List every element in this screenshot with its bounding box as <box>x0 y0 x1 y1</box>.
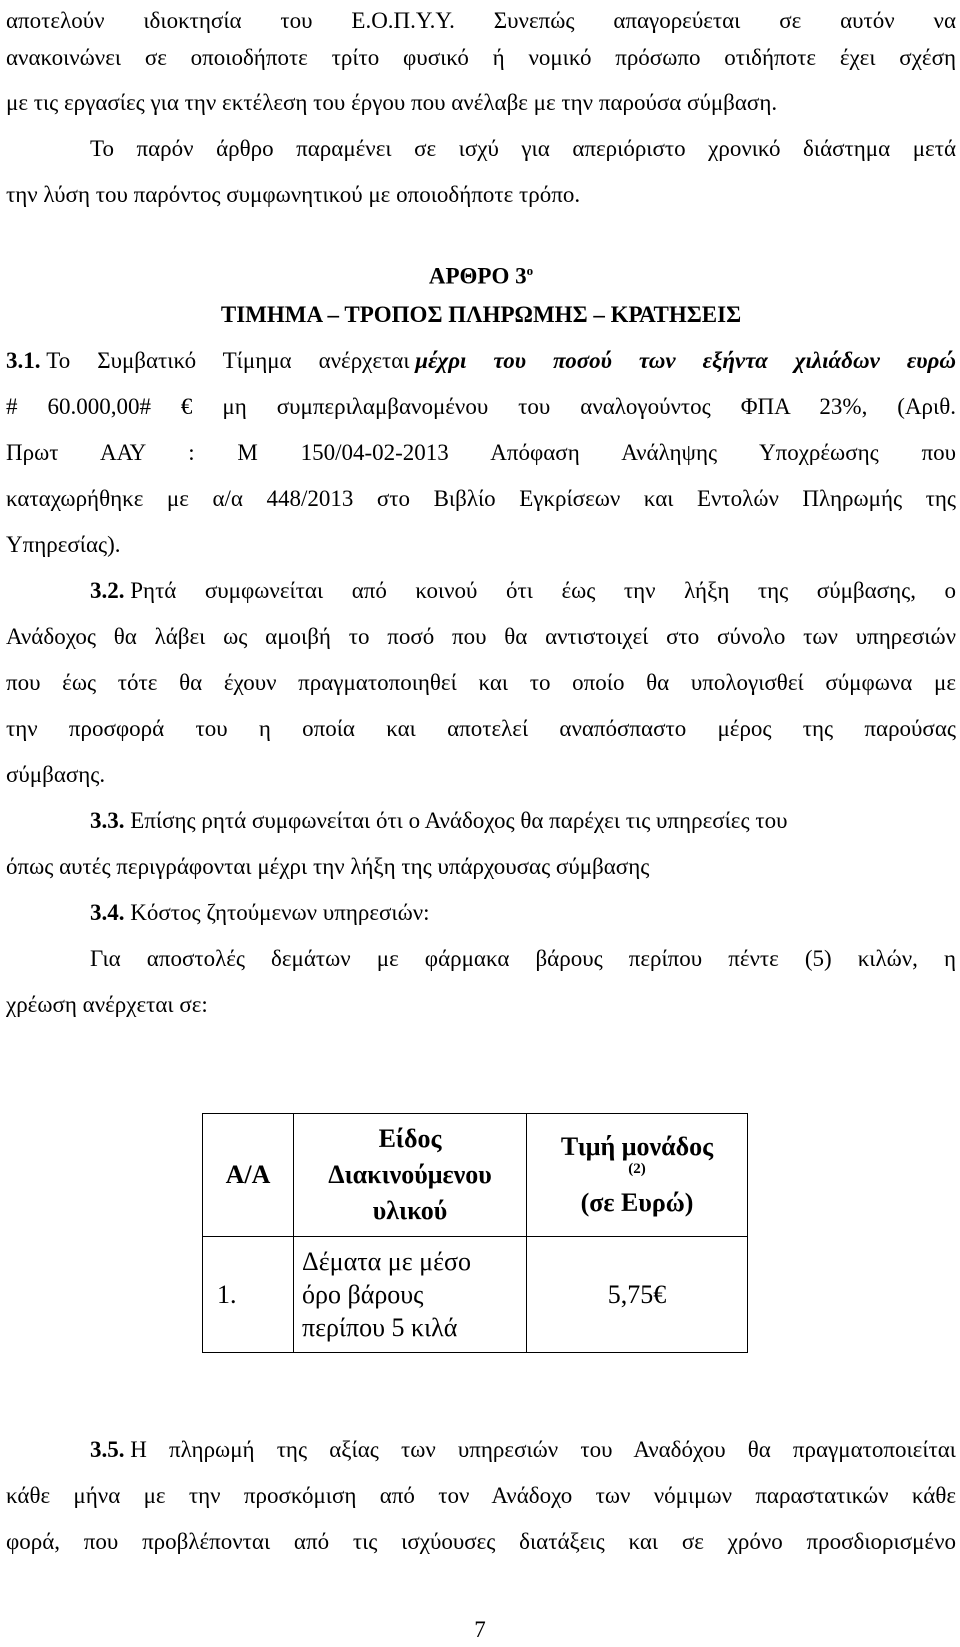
section-3-2-line <box>90 578 956 604</box>
section-3-2-line: που έως τότε θα έχουν πραγματοποιηθεί και το οποίο θα υπολογισθεί σύμφωνα με <box>6 670 956 695</box>
section-number: 3.4. <box>90 900 125 925</box>
section-3-2-line: Ανάδοχος θα λάβει ως αμοιβή το ποσό που θα αντιστοιχεί στο σύνολο των υπηρεσιών <box>6 624 956 649</box>
row-description <box>294 1237 527 1353</box>
header-price-line: (σε Ευρώ) <box>580 1188 694 1217</box>
section-3-1-line: Υπηρεσίας). <box>6 532 121 557</box>
section-3-1-line: # 60.000,00# € μη συμπεριλαμβανομένου του αναλογούντος ΦΠΑ 23%, (Αριθ. <box>6 394 956 419</box>
article-title-text: ΑΡΘΡΟ 3 <box>428 263 527 289</box>
header-aa: Α/Α <box>203 1114 294 1237</box>
section-text: Κόστος ζητούμενων υπηρεσιών: <box>130 900 430 925</box>
header-item-line: υλικού <box>372 1196 448 1225</box>
article-subtitle: ΤΙΜΗΜΑ – ΤΡΟΠΟΣ ΠΛΗΡΩΜΗΣ – ΚΡΑΤΗΣΕΙΣ <box>220 302 742 327</box>
section-3-2-line: την προσφορά του η οποία και αποτελεί αναπόσπαστο μέρος της παρούσας <box>6 716 956 741</box>
row-price: 5,75€ <box>527 1237 748 1353</box>
section-number: 3.1. <box>6 348 41 373</box>
section-text: Επίσης ρητά συμφωνείται ότι ο Ανάδοχος θα παρέχει τις υπηρεσίες του <box>130 808 788 833</box>
section-3-4-line: Για αποστολές δεμάτων με φάρμακα βάρους περίπου πέντε (5) κιλών, η <box>90 946 956 971</box>
section-3-4-title <box>90 900 956 926</box>
header-price-line: Τιμή μονάδος <box>560 1132 714 1161</box>
article-title <box>6 258 956 290</box>
row-description-line: όρο βάρους <box>302 1280 424 1309</box>
row-description-line: περίπου 5 κιλά <box>302 1313 458 1342</box>
row-description-line: Δέματα με μέσο <box>302 1247 471 1276</box>
header-unit-price <box>527 1114 748 1237</box>
section-3-1-line: καταχωρήθηκε με α/α 448/2013 στο Βιβλίο Εγκρίσεων και Εντολών Πληρωμής της <box>6 486 956 511</box>
header-item-line: Διακινούμενου <box>328 1160 492 1189</box>
section-3-5-line <box>90 1437 956 1463</box>
row-number: 1. <box>203 1237 294 1353</box>
paragraph-line: ανακοινώνει σε οποιοδήποτε τρίτο φυσικό ή νομικό πρόσωπο οτιδήποτε έχει σχέση <box>6 45 956 70</box>
section-text: Το Συμβατικό Τίμημα ανέρχεται <box>46 348 410 373</box>
section-3-2-line: σύμβασης. <box>6 762 106 787</box>
section-bold-amount: μέχρι του ποσού των εξήντα χιλιάδων ευρώ <box>415 348 956 373</box>
header-price-note: (2) <box>628 1161 646 1177</box>
section-3-1-line <box>6 348 956 374</box>
section-3-3-line: όπως αυτές περιγράφονται μέχρι την λήξη της υπάρχουσας σύμβασης <box>6 854 650 879</box>
section-text: Η πληρωμή της αξίας των υπηρεσιών του Αναδόχου θα πραγματοποιείται <box>130 1437 956 1462</box>
page-number: 7 <box>474 1617 486 1642</box>
paragraph-line: Το παρόν άρθρο παραμένει σε ισχύ για απεριόριστο χρονικό διάστημα μετά <box>90 136 956 161</box>
table-row <box>203 1237 748 1353</box>
section-number: 3.2. <box>90 578 125 603</box>
section-3-1-line: Πρωτ ΑΑΥ : Μ 150/04-02-2013 Απόφαση Ανάληψης Υποχρέωσης που <box>6 440 956 465</box>
section-text: Ρητά συμφωνείται από κοινού ότι έως την λήξη της σύμβασης, ο <box>130 578 956 603</box>
article-title-sup: ο <box>526 263 534 278</box>
paragraph-line: την λύση του παρόντος συμφωνητικού με οποιοδήποτε τρόπο. <box>6 182 581 207</box>
section-3-3-line <box>90 808 956 834</box>
section-3-4-line: χρέωση ανέρχεται σε: <box>6 992 208 1017</box>
table-header-row <box>203 1114 748 1237</box>
price-table <box>202 1113 748 1353</box>
paragraph-line: με τις εργασίες για την εκτέλεση του έργου που ανέλαβε με την παρούσα σύμβαση. <box>6 90 778 115</box>
section-number: 3.5. <box>90 1437 125 1462</box>
paragraph-line: αποτελούν ιδιοκτησία του Ε.Ο.Π.Υ.Υ. Συνεπώς απαγορεύεται σε αυτόν να <box>6 8 956 33</box>
header-item <box>294 1114 527 1237</box>
section-number: 3.3. <box>90 808 125 833</box>
header-item-line: Είδος <box>378 1124 442 1153</box>
section-3-5-line: κάθε μήνα με την προσκόμιση από τον Ανάδοχο των νόμιμων παραστατικών κάθε <box>6 1483 956 1508</box>
section-3-5-line: φορά, που προβλέπονται από τις ισχύουσες διατάξεις και σε χρόνο προσδιορισμένο <box>6 1529 956 1554</box>
